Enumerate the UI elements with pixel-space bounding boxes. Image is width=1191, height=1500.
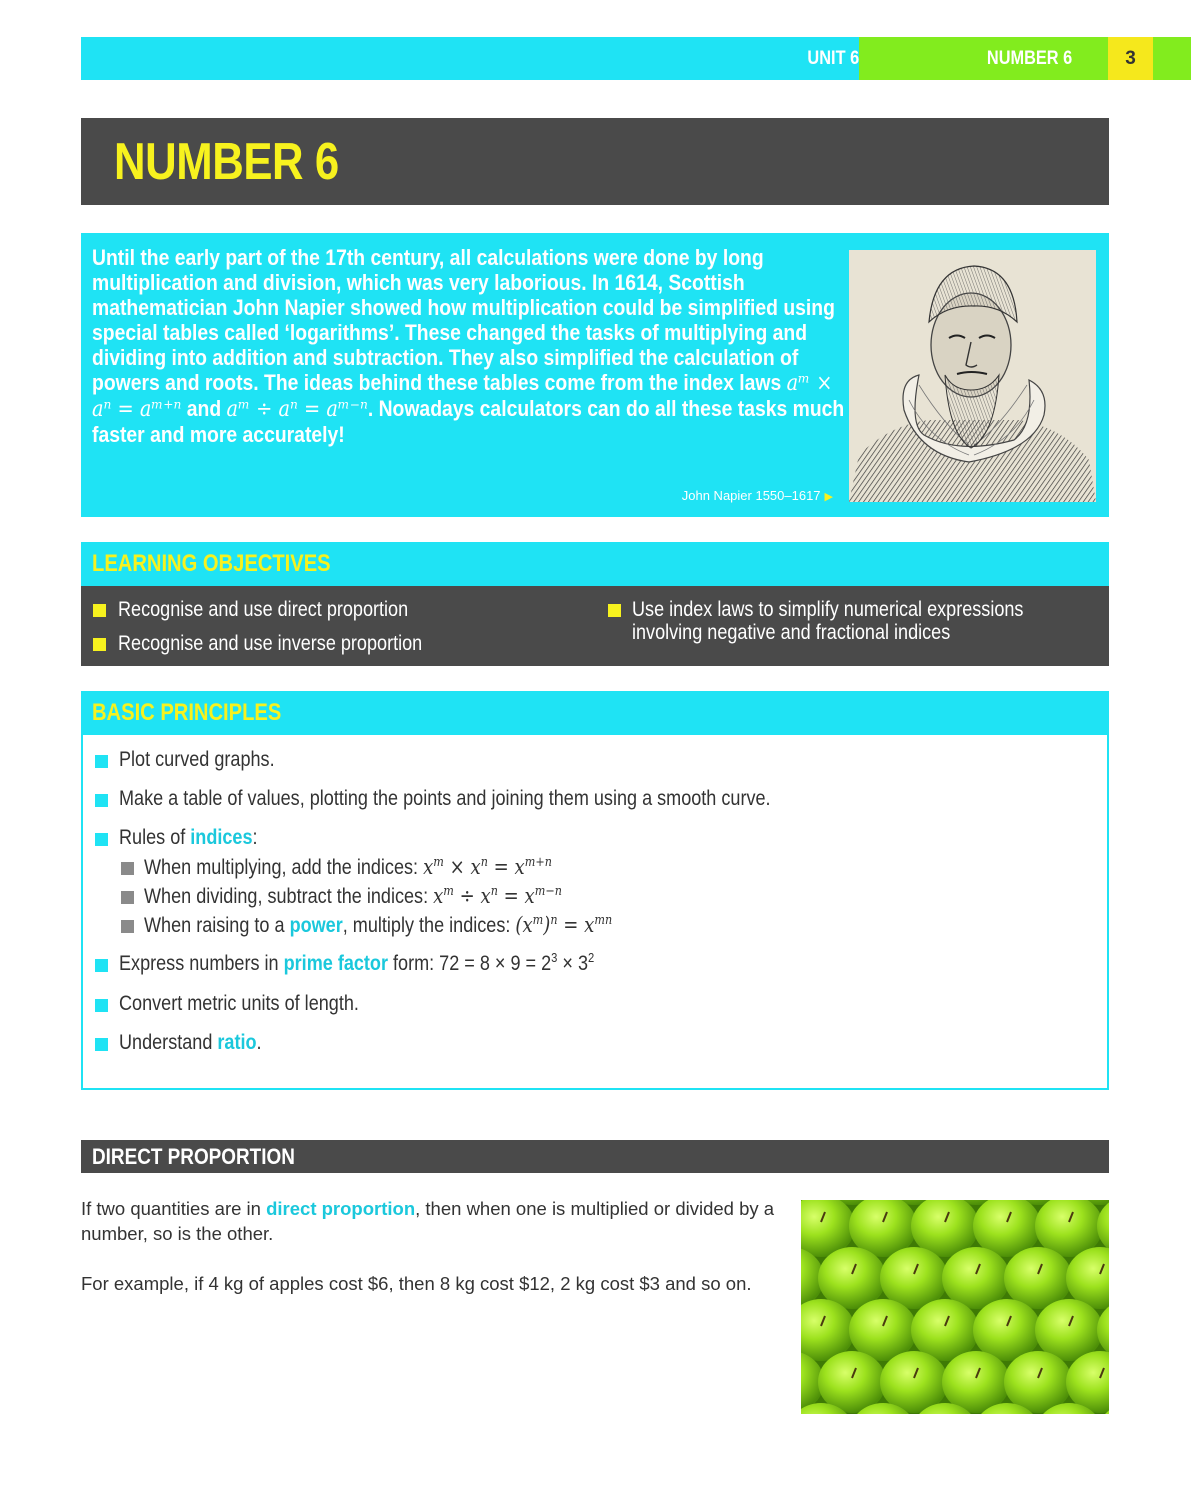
index-law-multiply: aᵐ × aⁿ = aᵐ⁺ⁿ [92, 370, 833, 422]
top-header-bar [81, 37, 1191, 80]
apple-shape [942, 1351, 1010, 1413]
principle-subitem: When raising to a power, multiply the indices: $(x^m)^n = x^{mn}$ [144, 913, 613, 937]
principle-subitem: When multiplying, add the indices: $x^m \times x^n = x^{m+n}$ [144, 855, 552, 879]
sub-bullet-square-icon [121, 862, 134, 875]
green-apples-photo [801, 1200, 1109, 1414]
basic-principles-body [81, 735, 1109, 1090]
principle-subitem: When dividing, subtract the indices: $x^m \div x^n = x^{m-n}$ [144, 884, 562, 908]
basic-principles-title: BASIC PRINCIPLES [92, 699, 282, 726]
portrait-image [849, 250, 1096, 502]
principle-item: Rules of indices: [119, 826, 258, 849]
apples-image [801, 1200, 1109, 1414]
apple-shape [1004, 1351, 1072, 1413]
caption-arrow-icon: ▶ [824, 491, 833, 503]
direct-proportion-title: DIRECT PROPORTION [92, 1144, 295, 1169]
learning-objectives-header [81, 542, 1109, 586]
header-edge-block [1153, 37, 1191, 80]
direct-proportion-definition: If two quantities are in direct proportion, then when one is multiplied or divided by a number, so is the other. [81, 1198, 775, 1244]
bullet-square-icon [95, 1038, 108, 1051]
bullet-square-icon [95, 755, 108, 768]
apple-shape [880, 1351, 948, 1413]
unit-label: UNIT 6 [807, 48, 859, 69]
chapter-title: NUMBER 6 [114, 133, 339, 191]
bullet-square-icon [95, 794, 108, 807]
apple-shape [818, 1247, 886, 1309]
intro-box [81, 233, 1109, 517]
direct-proportion-header [81, 1140, 1109, 1173]
chapter-banner [81, 118, 1109, 205]
sub-bullet-square-icon [121, 891, 134, 904]
page-number-box [1108, 37, 1153, 80]
principle-item: Express numbers in prime factor form: $72 = 8 \times 9 = 2^3 \times 3^2$ [119, 950, 595, 975]
principle-item: Plot curved graphs. [119, 748, 275, 771]
apple-shape [973, 1299, 1041, 1361]
basic-principles-header [81, 691, 1109, 735]
section-label: NUMBER 6 [986, 48, 1072, 69]
intro-paragraph: Until the early part of the 17th century, all calculations were done by long multiplication and division, which was very laborious. In 1614, Scottish mathematician John Napier showed how multiplication could be simplified using special tables called ‘logarithms’. These changed the tasks of multiplying and dividing into addition and subtraction. They also simplified the calculation of powers and roots. The ideas behind these tables come from the index laws aᵐ × aⁿ = aᵐ⁺ⁿ and aᵐ ÷ aⁿ = aᵐ⁻ⁿ. Nowadays calculators can do all these tasks much faster and more accurately! [92, 245, 845, 447]
apple-shape [1035, 1299, 1103, 1361]
bullet-square-icon [95, 959, 108, 972]
objective-item: Use index laws to simplify numerical expressions [632, 598, 1024, 621]
index-law-divide: aᵐ ÷ aⁿ = aᵐ⁻ⁿ [226, 396, 368, 422]
learning-objectives-body [81, 586, 1109, 666]
term-direct-proportion: direct proportion [266, 1198, 416, 1219]
term-prime-factor: prime factor [283, 952, 389, 975]
term-indices: indices [190, 826, 253, 849]
bullet-square-icon [93, 604, 106, 617]
section-tab [859, 37, 1108, 80]
portrait-caption: John Napier 1550–1617 ▶ [681, 488, 833, 503]
learning-objectives-title: LEARNING OBJECTIVES [92, 550, 331, 577]
objective-item: Recognise and use inverse proportion [118, 632, 423, 655]
principle-item: Make a table of values, plotting the points and joining them using a smooth curve. [119, 787, 771, 810]
apple-shape [942, 1247, 1010, 1309]
page-number: 3 [1125, 48, 1136, 69]
apple-shape [1004, 1247, 1072, 1309]
bullet-square-icon [93, 638, 106, 651]
john-napier-portrait [849, 250, 1096, 502]
principle-item: Understand ratio. [119, 1031, 262, 1054]
apple-shape [818, 1351, 886, 1413]
apple-shape [849, 1299, 917, 1361]
sub-bullet-square-icon [121, 920, 134, 933]
bullet-square-icon [608, 604, 621, 617]
term-power: power [289, 914, 343, 937]
direct-proportion-example: For example, if 4 kg of apples cost $6, then 8 kg cost $12, 2 kg cost $3 and so on. [81, 1273, 752, 1294]
term-ratio: ratio [217, 1031, 257, 1054]
bullet-square-icon [95, 999, 108, 1012]
apple-shape [911, 1299, 979, 1361]
apple-shape [880, 1247, 948, 1309]
bullet-square-icon [95, 833, 108, 846]
objective-item-continued: involving negative and fractional indices [632, 621, 951, 644]
objective-item: Recognise and use direct proportion [118, 598, 409, 621]
principle-item: Convert metric units of length. [119, 992, 359, 1015]
